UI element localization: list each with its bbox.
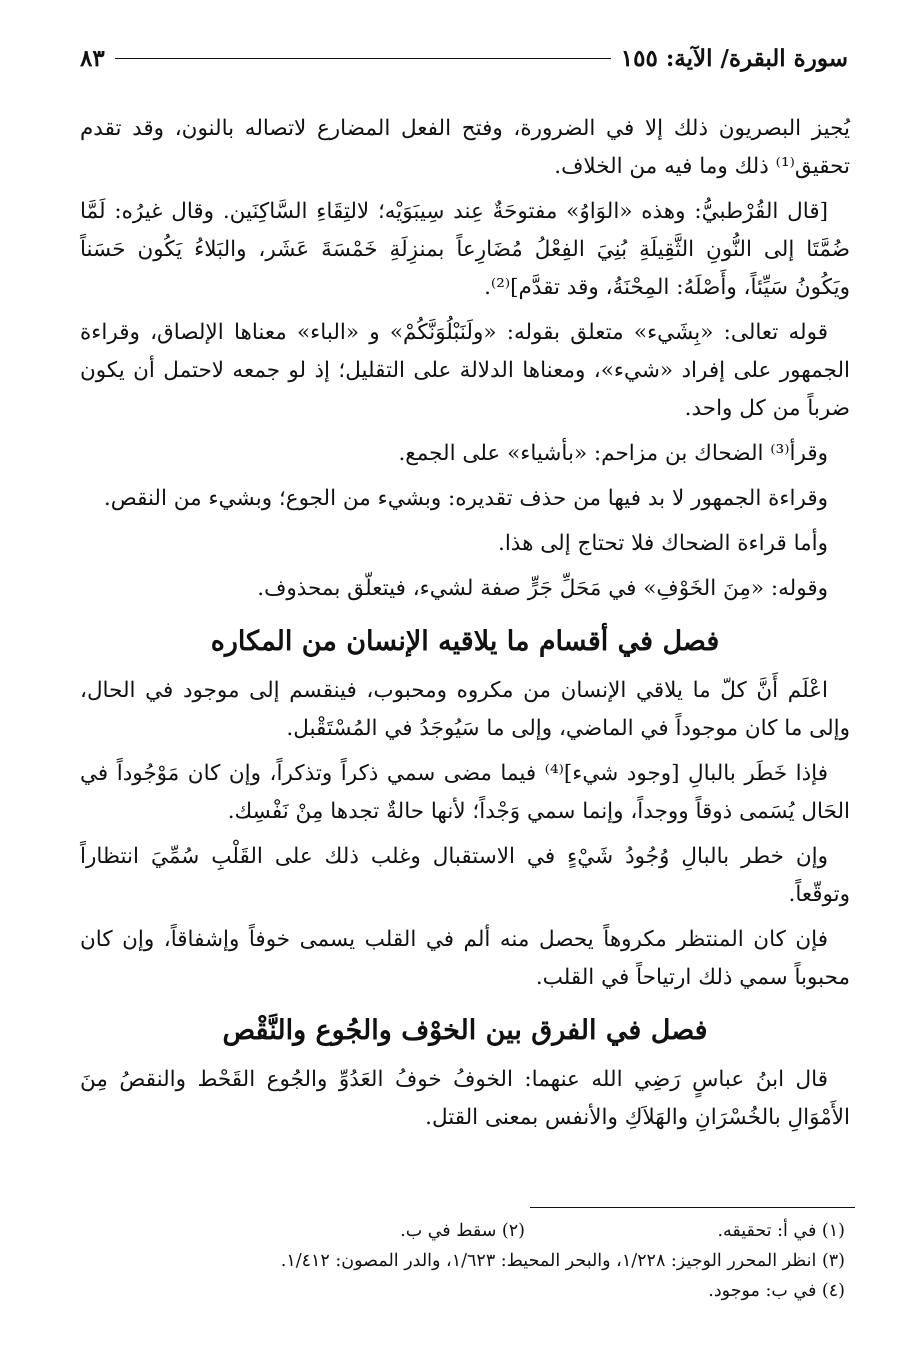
paragraph: اعْلَم أَنَّ كلّ ما يلاقي الإنسان من مكروه ومحبوب، فينقسم إلى موجود في الحال، وإلى ما كان موجوداً في الماضي، وإلى ما سَيُوجَدُ في المُسْتَقْبل. <box>80 678 850 741</box>
paragraph: وأما قراءة الضحاك فلا تحتاج إلى هذا. <box>498 531 828 556</box>
page-header <box>80 38 848 78</box>
paragraph: فإن كان المنتظر مكروهاً يحصل منه ألم في القلب يسمى خوفاً وإشفاقاً، وإن كان محبوباً سمي ذلك ارتياحاً في القلب. <box>80 927 850 990</box>
footnote-row <box>80 1216 845 1246</box>
footnotes <box>80 1216 845 1306</box>
paragraph: قال ابنُ عباسٍ رَضِي الله عنهما: الخوفُ خوفُ العَدُوِّ والجُوع القَحْط والنقصُ مِنَ الأَمْوَالِ بالخُسْرَانِ والهَلاَكِ والأنفس بمعنى القتل. <box>80 1067 850 1130</box>
paragraph: قوله تعالى: «بِشَيء» متعلق بقوله: «ولَنَبْلُوَنَّكُمْ» و «الباء» معناها الإلصاق، وقراءة الجمهور على إفراد «شيء»، ومعناها الدلالة على التقليل؛ إذ لو جمعه لاحتمل أن يكون ضرباً من كل واحد. <box>80 320 850 421</box>
paragraph: يُجيز البصريون ذلك إلا في الضرورة، وفتح الفعل المضارع لاتصاله بالنون، وقد تقدم تحقيق⁽¹⁾ ذلك وما فيه من الخلاف. <box>80 116 850 179</box>
main-text <box>80 110 850 1144</box>
footnote-4: (٤) في ب: موجود. <box>708 1281 845 1301</box>
section-heading: فصل في أقسام ما يلاقيه الإنسان من المكاره <box>210 626 720 657</box>
footnote-rule <box>530 1207 855 1208</box>
paragraph: وقراءة الجمهور لا بد فيها من حذف تقديره: وبشيء من الجوع؛ وبشيء من النقص. <box>103 486 828 511</box>
page-number: ٨٣ <box>80 44 105 72</box>
section-heading: فصل في الفرق بين الخوْف والجُوع والنَّقْص <box>222 1015 708 1046</box>
footnote-1: (١) في أ: تحقيقه. <box>717 1221 845 1241</box>
paragraph-qurtubi-quote: [قال القُرْطبيُّ: وهذه «الوَاوُ» مفتوحَةٌ عِند سِيبَوَيْه؛ لالتِقَاءِ السَّاكِنَين. وقال غيرُه: لَمَّا ضُمَّتَا إلى النُّونِ الثَّقِيلَةِ بُنِيَ الفِعْلُ مُضَارِعاً بمنزِلَةِ خَمْسَةَ عَشَر، والبَلاءُ يَكُون حَسَناً ويَكُونُ سَيِّئاً، وأَصْلَهُ: المِحْنَةُ، وقد تقدَّم]⁽²⁾. <box>80 199 850 300</box>
header-rule <box>115 58 611 59</box>
footnote-2: (٢) سقط في ب. <box>400 1221 525 1241</box>
paragraph: وقوله: «مِنَ الخَوْفِ» في مَحَلِّ جَرٍّ صفة لشيء، فيتعلّق بمحذوف. <box>257 576 828 601</box>
footnote-3: (٣) انظر المحرر الوجيز: ١/٢٢٨، والبحر المحيط: ١/٦٢٣، والدر المصون: ١/٤١٢. <box>280 1251 845 1271</box>
paragraph: وقرأ⁽³⁾ الضحاك بن مزاحم: «بأشياء» على الجمع. <box>398 441 828 466</box>
paragraph: فإذا خَطَر بالبالِ [وجود شيء]⁽⁴⁾ فيما مضى سمي ذكراً وتذكراً، وإن كان مَوْجُوداً في الحَال يُسَمى ذوقاً ووجداً، وإنما سمي وَجْداً؛ لأنها حالةٌ تجدها مِنْ نَفْسِك. <box>80 761 850 824</box>
paragraph: وإن خطر بالبالِ وُجُودُ شَيْءٍ في الاستقبال وغلب ذلك على القَلْبِ سُمِّيَ انتظاراً وتوقّعاً. <box>80 844 850 907</box>
running-title: سورة البقرة/ الآية: ١٥٥ <box>620 44 848 72</box>
